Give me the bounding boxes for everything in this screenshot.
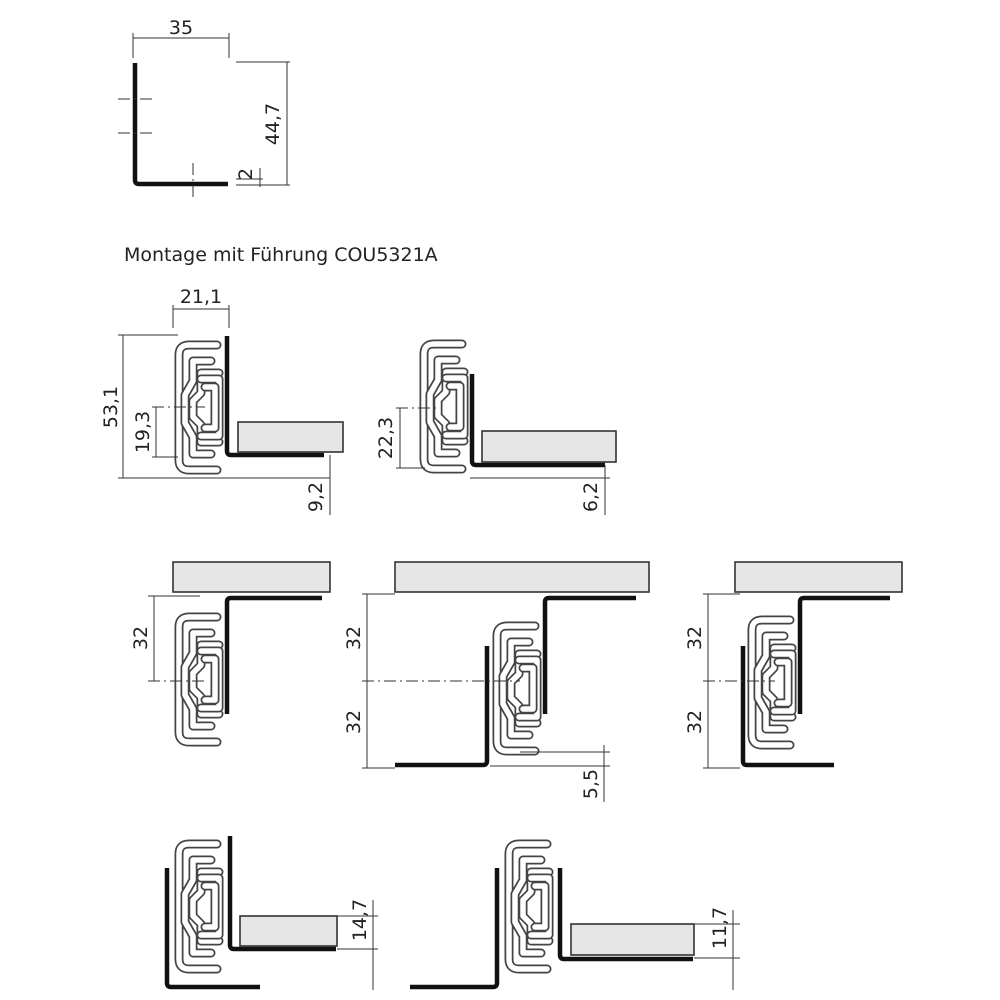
dim-m3-height: 32 xyxy=(130,625,152,651)
mounting-profile-upper xyxy=(545,598,636,714)
mounting-4 xyxy=(343,562,649,802)
dim-m7-height: 11,7 xyxy=(709,906,731,950)
drawer-slide xyxy=(424,344,464,469)
dim-profile-thickness: 2 xyxy=(235,167,257,181)
dim-m2-center: 22,3 xyxy=(375,416,397,460)
dim-m4-offset: 5,5 xyxy=(580,768,602,800)
dim-m1-height: 53,1 xyxy=(100,385,122,429)
dim-m2-offset: 6,2 xyxy=(580,481,602,513)
drawer-panel xyxy=(482,431,616,462)
mounting-6 xyxy=(167,836,378,990)
mounting-3 xyxy=(130,562,330,742)
mounting-profile-upper xyxy=(800,598,890,714)
drawer-panel xyxy=(240,916,337,946)
drawer-panel xyxy=(735,562,902,592)
mounting-profile-outer xyxy=(410,868,497,987)
mounting-1 xyxy=(100,286,343,515)
drawer-slide xyxy=(509,844,549,969)
drawer-panel xyxy=(395,562,649,592)
dim-m1-offset: 9,2 xyxy=(305,481,327,513)
dim-m5-bottom: 32 xyxy=(684,709,706,735)
mounting-5 xyxy=(684,562,902,768)
dim-m4-bottom: 32 xyxy=(343,709,365,735)
drawer-panel xyxy=(571,924,694,955)
drawer-panel xyxy=(173,562,330,592)
dim-m1-width: 21,1 xyxy=(179,286,223,308)
dim-m1-center: 19,3 xyxy=(132,410,154,454)
dim-profile-height: 44,7 xyxy=(262,102,284,146)
mounting-7 xyxy=(410,844,740,990)
drawer-panel xyxy=(238,422,343,452)
mounting-profile-lower xyxy=(395,646,487,765)
mounting-2 xyxy=(375,344,616,515)
angle-profile xyxy=(135,63,228,184)
profile-view xyxy=(118,17,290,200)
caption: Montage mit Führung COU5321A xyxy=(124,244,438,266)
dim-m5-top: 32 xyxy=(684,625,706,651)
mounting-profile xyxy=(227,598,322,714)
drawer-slide xyxy=(179,844,219,969)
dim-m4-top: 32 xyxy=(343,625,365,651)
drawer-slide xyxy=(179,617,219,742)
drawer-slide xyxy=(497,626,537,751)
drawer-slide xyxy=(752,620,792,745)
dim-profile-width: 35 xyxy=(168,17,194,39)
dim-m6-height: 14,7 xyxy=(349,898,371,942)
